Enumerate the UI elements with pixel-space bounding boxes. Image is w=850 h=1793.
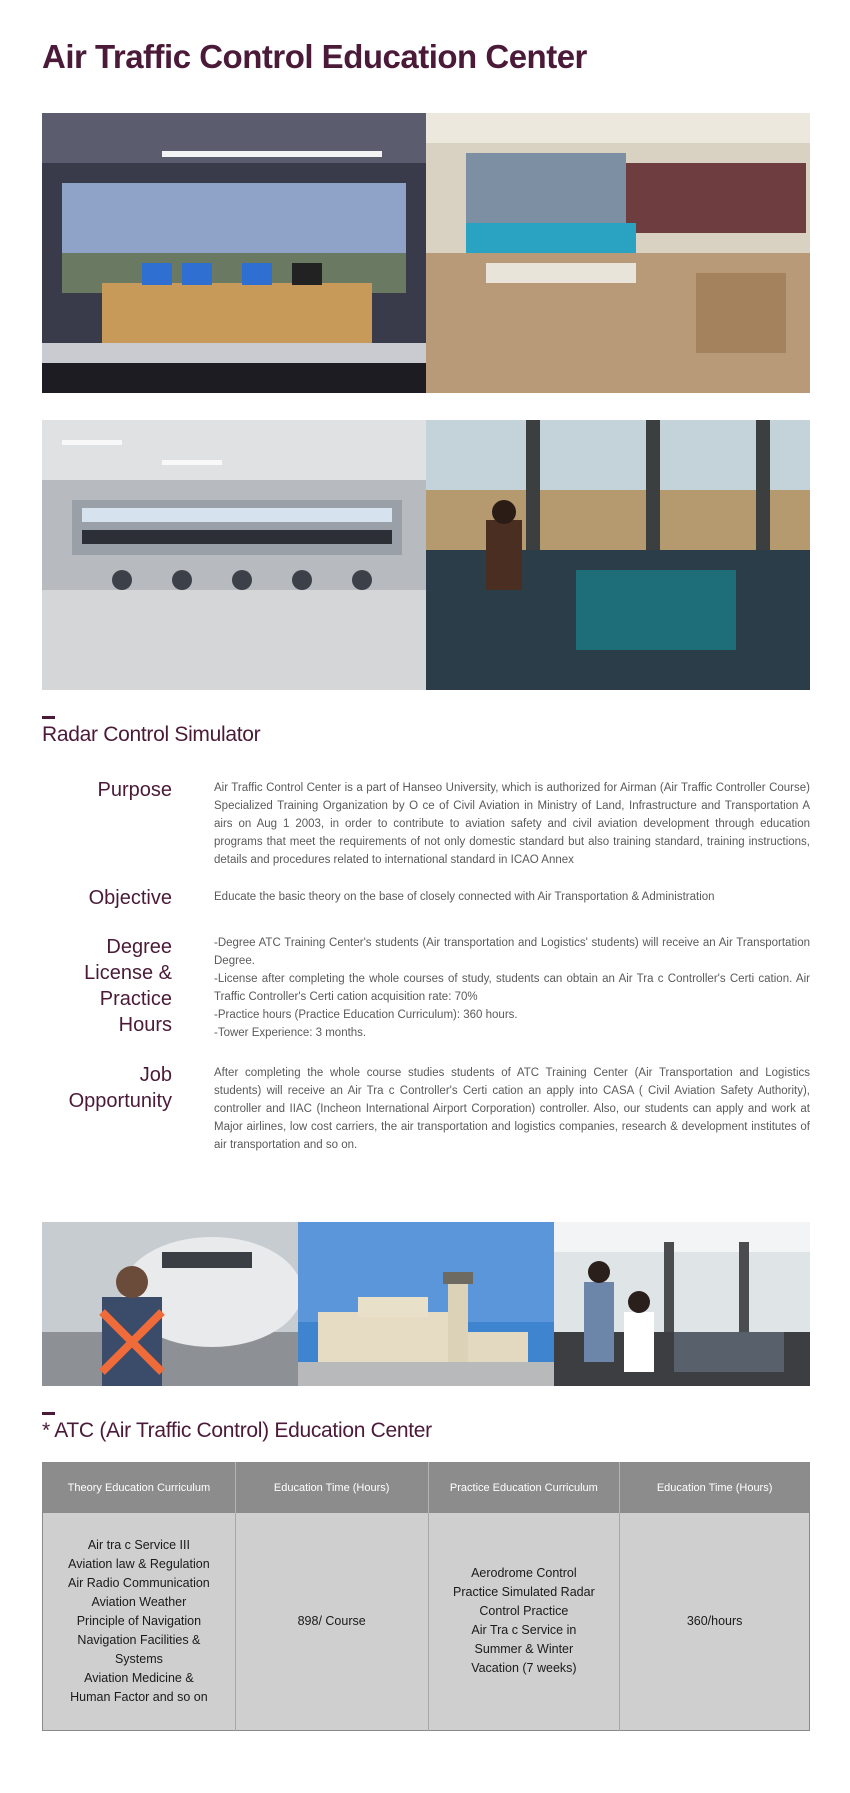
- objective-label: Objective: [88, 887, 172, 909]
- theory-line: Aviation Medicine &: [84, 1670, 194, 1685]
- practice-line: Air Tra c Service in: [471, 1623, 577, 1638]
- section-dash: [42, 716, 55, 719]
- cell-theory-time: 898/ Course: [235, 1513, 428, 1731]
- photo-education-building: [298, 1222, 554, 1386]
- header-theory-curriculum: Theory Education Curriculum: [43, 1463, 236, 1513]
- job-label-line: Opportunity: [68, 1090, 172, 1112]
- purpose-label: Purpose: [97, 779, 172, 801]
- practice-line: Control Practice: [479, 1604, 569, 1619]
- page-title: Air Traffic Control Education Center: [42, 38, 587, 75]
- radar-section-title: Radar Control Simulator: [42, 723, 261, 746]
- practice-line: Summer & Winter: [474, 1642, 574, 1657]
- photo-training-room: [42, 420, 426, 690]
- cell-theory-curriculum: [43, 1513, 236, 1731]
- curriculum-table: [42, 1462, 810, 1731]
- degree-line: -Practice hours (Practice Education Curriculum): 360 hours.: [214, 1009, 518, 1021]
- photo-aircraft-marshaller: [42, 1222, 298, 1386]
- theory-line: Principle of Navigation: [76, 1613, 202, 1628]
- degree-label: [42, 934, 172, 1038]
- header-practice-curriculum: Practice Education Curriculum: [428, 1463, 620, 1513]
- job-text: After completing the whole course studies students of ATC Training Center (Air Transportation and Logistics students) will receive an Air Tra c Controller's Certi cation an apply into CASA ( Civil Aviation Safety Authority), controller and IIAC (Incheon International Airport Corporation) controller. Also, our students can apply and work at Major airlines, low cost carriers, the air transportation and logistics companies, research & development institutes of air transportation and so on.: [214, 1067, 810, 1151]
- header-practice-time: Education Time (Hours): [620, 1463, 810, 1513]
- degree-label-line: Practice Hours: [99, 988, 172, 1036]
- theory-line: Air Radio Communication: [68, 1575, 210, 1590]
- degree-line: -Degree ATC Training Center's students (Air transportation and Logistics' students) will receive an Air Transportation Degree.: [214, 937, 810, 967]
- header-theory-time: Education Time (Hours): [235, 1463, 428, 1513]
- table-header-row: [43, 1463, 810, 1513]
- theory-line: Navigation Facilities &: [77, 1632, 201, 1647]
- atc-section-title: * ATC (Air Traffic Control) Education Center: [42, 1419, 432, 1442]
- degree-label-line: License &: [84, 962, 172, 984]
- theory-line: Systems: [114, 1651, 163, 1666]
- section-dash: [42, 1412, 55, 1415]
- theory-line: Human Factor and so on: [70, 1689, 208, 1704]
- photo-tower-controllers: [554, 1222, 810, 1386]
- cell-practice-time: 360/hours: [620, 1513, 810, 1731]
- cell-practice-curriculum: [428, 1513, 620, 1731]
- objective-text: Educate the basic theory on the base of closely connected with Air Transportation & Administration: [214, 891, 715, 903]
- atc-section-heading: [42, 1412, 432, 1443]
- practice-line: Vacation (7 weeks): [471, 1661, 577, 1676]
- photo-radar-simulator-room: [42, 113, 426, 393]
- practice-line: Practice Simulated Radar: [453, 1585, 595, 1600]
- degree-label-line: Degree: [106, 936, 172, 958]
- table-row: [43, 1513, 810, 1731]
- photo-control-tower: [426, 420, 810, 690]
- theory-line: Air tra c Service III: [87, 1537, 190, 1552]
- theory-line: Aviation law & Regulation: [68, 1556, 210, 1571]
- degree-line: -Tower Experience: 3 months.: [214, 1027, 367, 1039]
- radar-section-heading: [42, 716, 260, 747]
- degree-line: -License after completing the whole courses of study, students can obtain an Air Tra c Controller's Certi cation. Air Traffic Controller's Certi cation acquisition rate: 70%: [214, 973, 810, 1003]
- purpose-text: Air Traffic Control Center is a part of Hanseo University, which is authorized for Airman (Air Traffic Controller Course) Specialized Training Organization by O ce of Civil Aviation in Ministry of Land, Infrastructure and Transportation A airs on Aug 1 2003, in order to contribute to aviation safety and civil aviation development through education programs that meet the requirements of not only domestic standard but also training standard, training instructions, details and procedures related to international standard in ICAO Annex: [214, 782, 810, 866]
- practice-line: Aerodrome Control: [471, 1566, 577, 1581]
- job-label-line: Job: [139, 1064, 172, 1086]
- job-label: [42, 1062, 172, 1114]
- theory-line: Aviation Weather: [91, 1594, 187, 1609]
- degree-text: [214, 934, 810, 1042]
- photo-control-room-consoles: [426, 113, 810, 393]
